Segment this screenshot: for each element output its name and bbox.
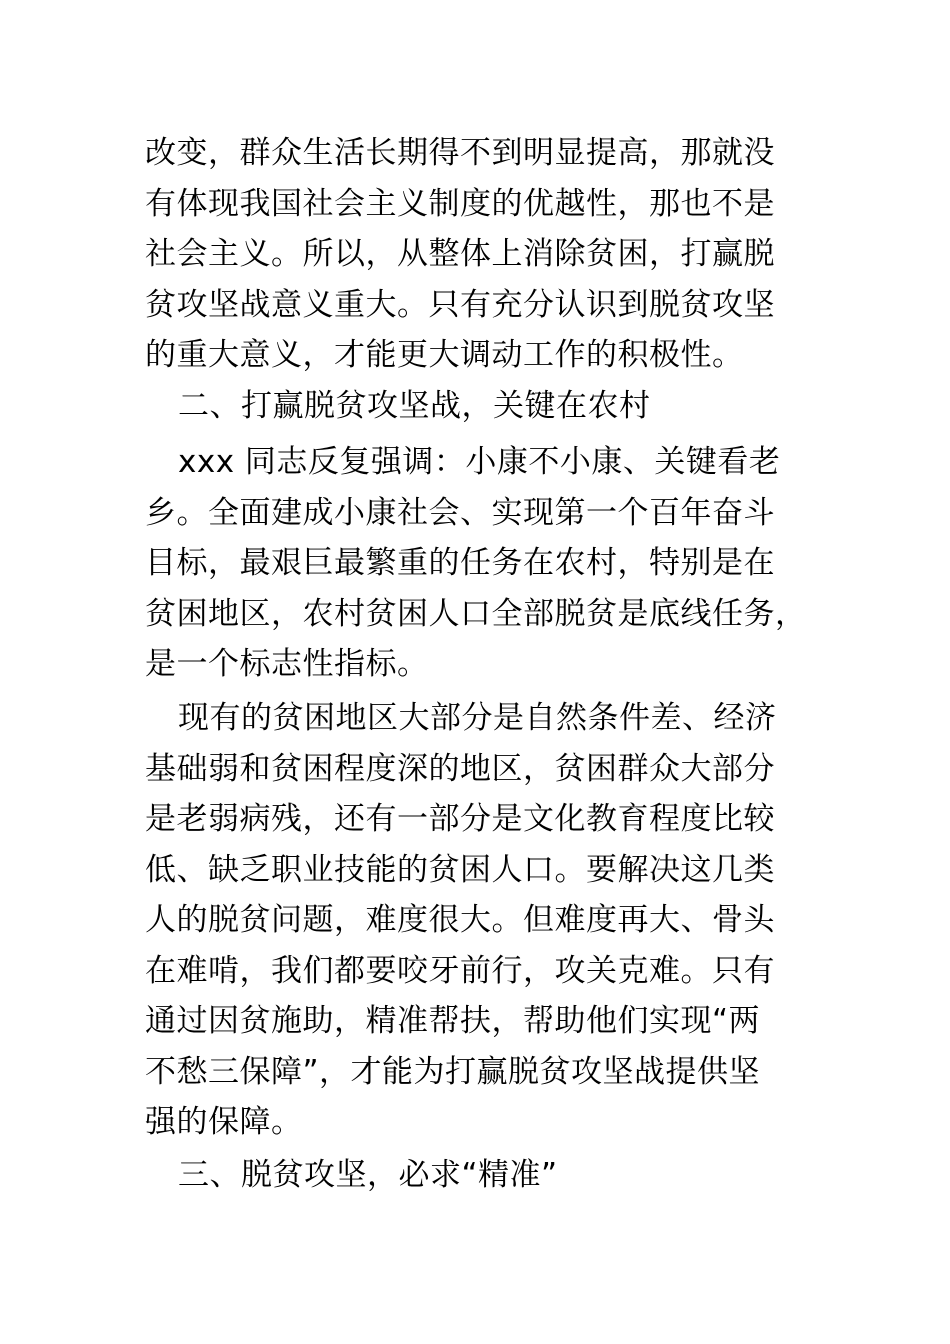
text-line: 人的脱贫问题，难度很大。但难度再大、骨头	[145, 902, 775, 938]
text-line: xxx 同志反复强调：小康不小康、关键看老	[178, 444, 781, 480]
text-line: 现有的贫困地区大部分是自然条件差、经济	[178, 700, 777, 736]
heading-text: 二、打赢脱贫攻坚战，关键在农村	[178, 388, 651, 424]
text-line: 是一个标志性指标。	[145, 646, 429, 682]
paragraph-3	[145, 693, 795, 1148]
text-line: 贫困地区，农村贫困人口全部脱贫是底线任务，	[145, 595, 807, 632]
text-line: 不愁三保障”，才能为打赢脱贫攻坚战提供坚	[145, 1053, 761, 1090]
paragraph-continuation	[145, 128, 795, 381]
text-line: 通过因贫施助，精准帮扶，帮助他们实现“两	[145, 1003, 761, 1039]
section-heading-2	[145, 381, 795, 432]
text-line: 社会主义。所以，从整体上消除贫困，打赢脱	[145, 236, 775, 272]
paragraph-2	[145, 437, 807, 690]
text-line: 改变，群众生活长期得不到明显提高，那就没	[145, 135, 775, 171]
text-line: 低、缺乏职业技能的贫困人口。要解决这几类	[145, 851, 775, 888]
text-line: 是老弱病残，还有一部分是文化教育程度比较	[145, 801, 775, 837]
text-line: 基础弱和贫困程度深的地区，贫困群众大部分	[145, 750, 775, 787]
text-line: 强的保障。	[145, 1104, 303, 1140]
text-line: 在难啃，我们都要咬牙前行，攻关克难。只有	[145, 952, 775, 989]
text-line: 贫攻坚战意义重大。只有充分认识到脱贫攻坚	[145, 286, 775, 323]
heading-text: 三、脱贫攻坚，必求“精准”	[178, 1157, 558, 1193]
text-line: 有体现我国社会主义制度的优越性，那也不是	[145, 185, 775, 222]
text-line: 目标，最艰巨最繁重的任务在农村，特别是在	[145, 545, 775, 581]
text-line: 乡。全面建成小康社会、实现第一个百年奋斗	[145, 494, 775, 531]
text-line: 的重大意义，才能更大调动工作的积极性。	[145, 337, 744, 373]
section-heading-3	[145, 1150, 795, 1201]
